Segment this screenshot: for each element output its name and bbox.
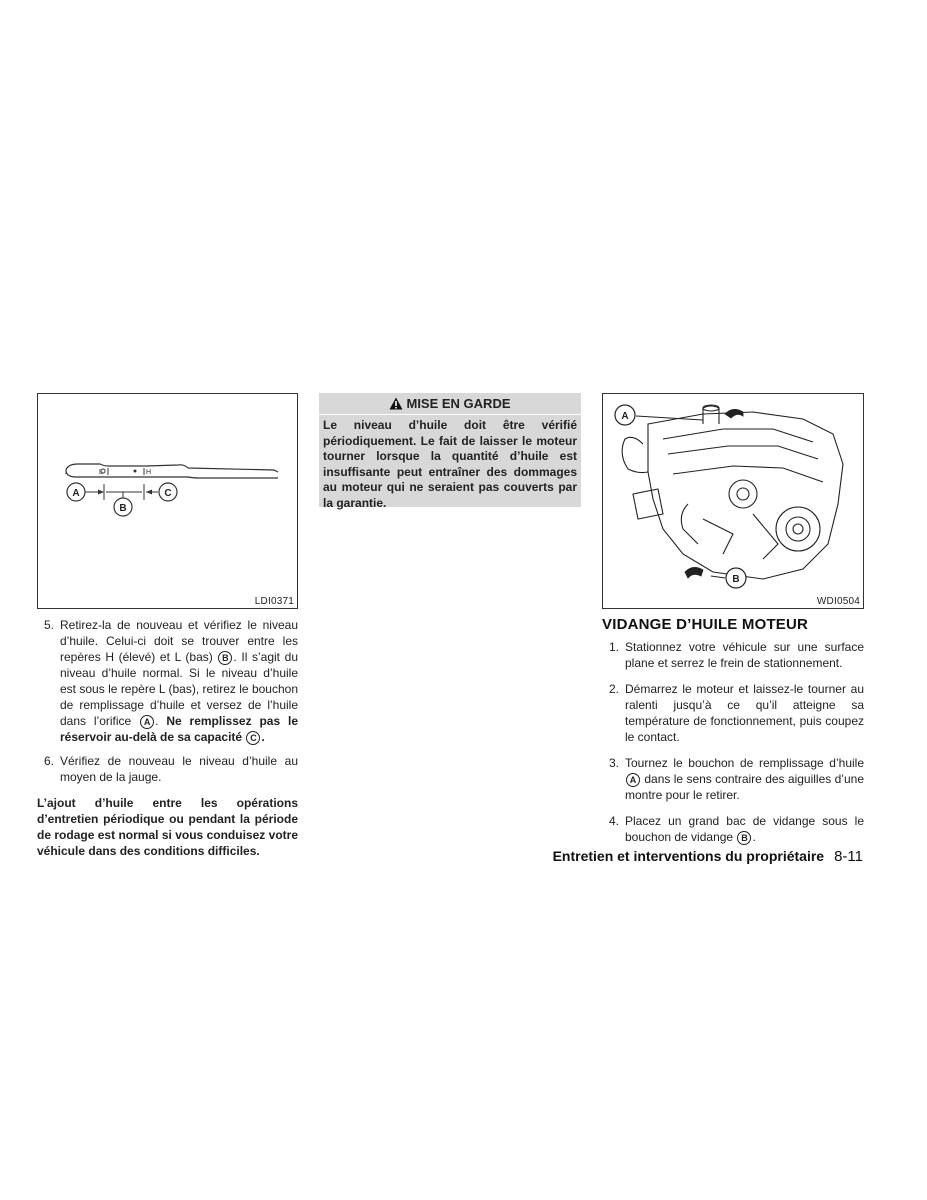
mark-l: L: [99, 469, 103, 476]
step-number: 2.: [609, 682, 620, 696]
step-number: 6.: [44, 754, 55, 768]
callout-a-inline: A: [140, 715, 154, 729]
mark-h: H: [146, 469, 152, 476]
right-column: [602, 393, 864, 855]
callout-a: A: [72, 488, 80, 499]
callout-b: B: [732, 574, 740, 585]
callout-a-inline: A: [626, 773, 640, 787]
warning-box: [319, 393, 581, 510]
step-number: 3.: [609, 756, 620, 770]
dipstick-illustration: [38, 394, 297, 608]
callout-b-inline: B: [737, 831, 751, 845]
list-item: 3. Tournez le bouchon de remplissage d’huile A dans le sens contraire des aiguilles d’une montre pour le retirer.: [609, 756, 864, 802]
section-title: VIDANGE D’HUILE MOTEUR: [602, 616, 809, 633]
callout-a: A: [621, 411, 629, 422]
step-number: 1.: [609, 640, 620, 654]
middle-column: [319, 393, 581, 510]
engine-figure: [602, 393, 864, 609]
warning-title: MISE EN GARDE: [406, 396, 511, 411]
figure-code: LDI0371: [254, 596, 294, 607]
callout-b-inline: B: [218, 651, 232, 665]
list-item: 6. Vérifiez de nouveau le niveau d’huile au moyen de la jauge.: [44, 754, 298, 784]
warning-icon: [389, 397, 403, 410]
list-item: 1. Stationnez votre véhicule sur une surface plane et serrez le frein de stationnement.: [609, 640, 864, 670]
list-item: 2. Démarrez le moteur et laissez-le tourner au ralenti jusqu’à ce qu’il atteigne sa température de fonctionnement, puis coupez le contact.: [609, 682, 864, 744]
figure-code: WDI0504: [816, 596, 860, 607]
page-footer: [553, 848, 863, 865]
list-item: 5. Retirez-la de nouveau et vérifiez le niveau d’huile. Celui-ci doit se trouver entre les repères H (élevé) et L (bas) B . Il s’agit du niveau d’huile normal. Si le niveau d’huile est sous le repère L (bas), retirez le bouchon de remplissage d’huile et versez de l’huile dans l’orifice A . Ne remplissez pas le réservoir au-delà de sa capacité C .: [44, 618, 298, 744]
warning-header: [319, 393, 581, 415]
callout-c: C: [164, 488, 172, 499]
callout-b: B: [119, 503, 127, 514]
page-number: 8-11: [834, 848, 863, 865]
steps-list: [602, 639, 864, 845]
note-paragraph: L’ajout d’huile entre les opérations d’entretien périodique ou pendant la période de rodage est normal si vous conduisez votre véhicule dans des conditions difficiles.: [37, 796, 298, 858]
left-column: [37, 393, 298, 871]
steps-list: [37, 617, 298, 785]
step-number: 5.: [44, 618, 55, 632]
step-number: 4.: [609, 814, 620, 828]
dipstick-figure: [37, 393, 298, 609]
warning-text: Le niveau d’huile doit être vérifié périodiquement. Le fait de laisser le moteur tourner lorsque la quantité d’huile est insuffisante peut entraîner des dommages au moteur qui ne seraient pas couverts par la garantie.: [323, 418, 577, 510]
footer-title: Entretien et interventions du propriétaire: [552, 848, 825, 864]
engine-illustration: [603, 394, 863, 608]
list-item: 4. Placez un grand bac de vidange sous le bouchon de vidange B .: [609, 814, 864, 844]
callout-c-inline: C: [246, 731, 260, 745]
